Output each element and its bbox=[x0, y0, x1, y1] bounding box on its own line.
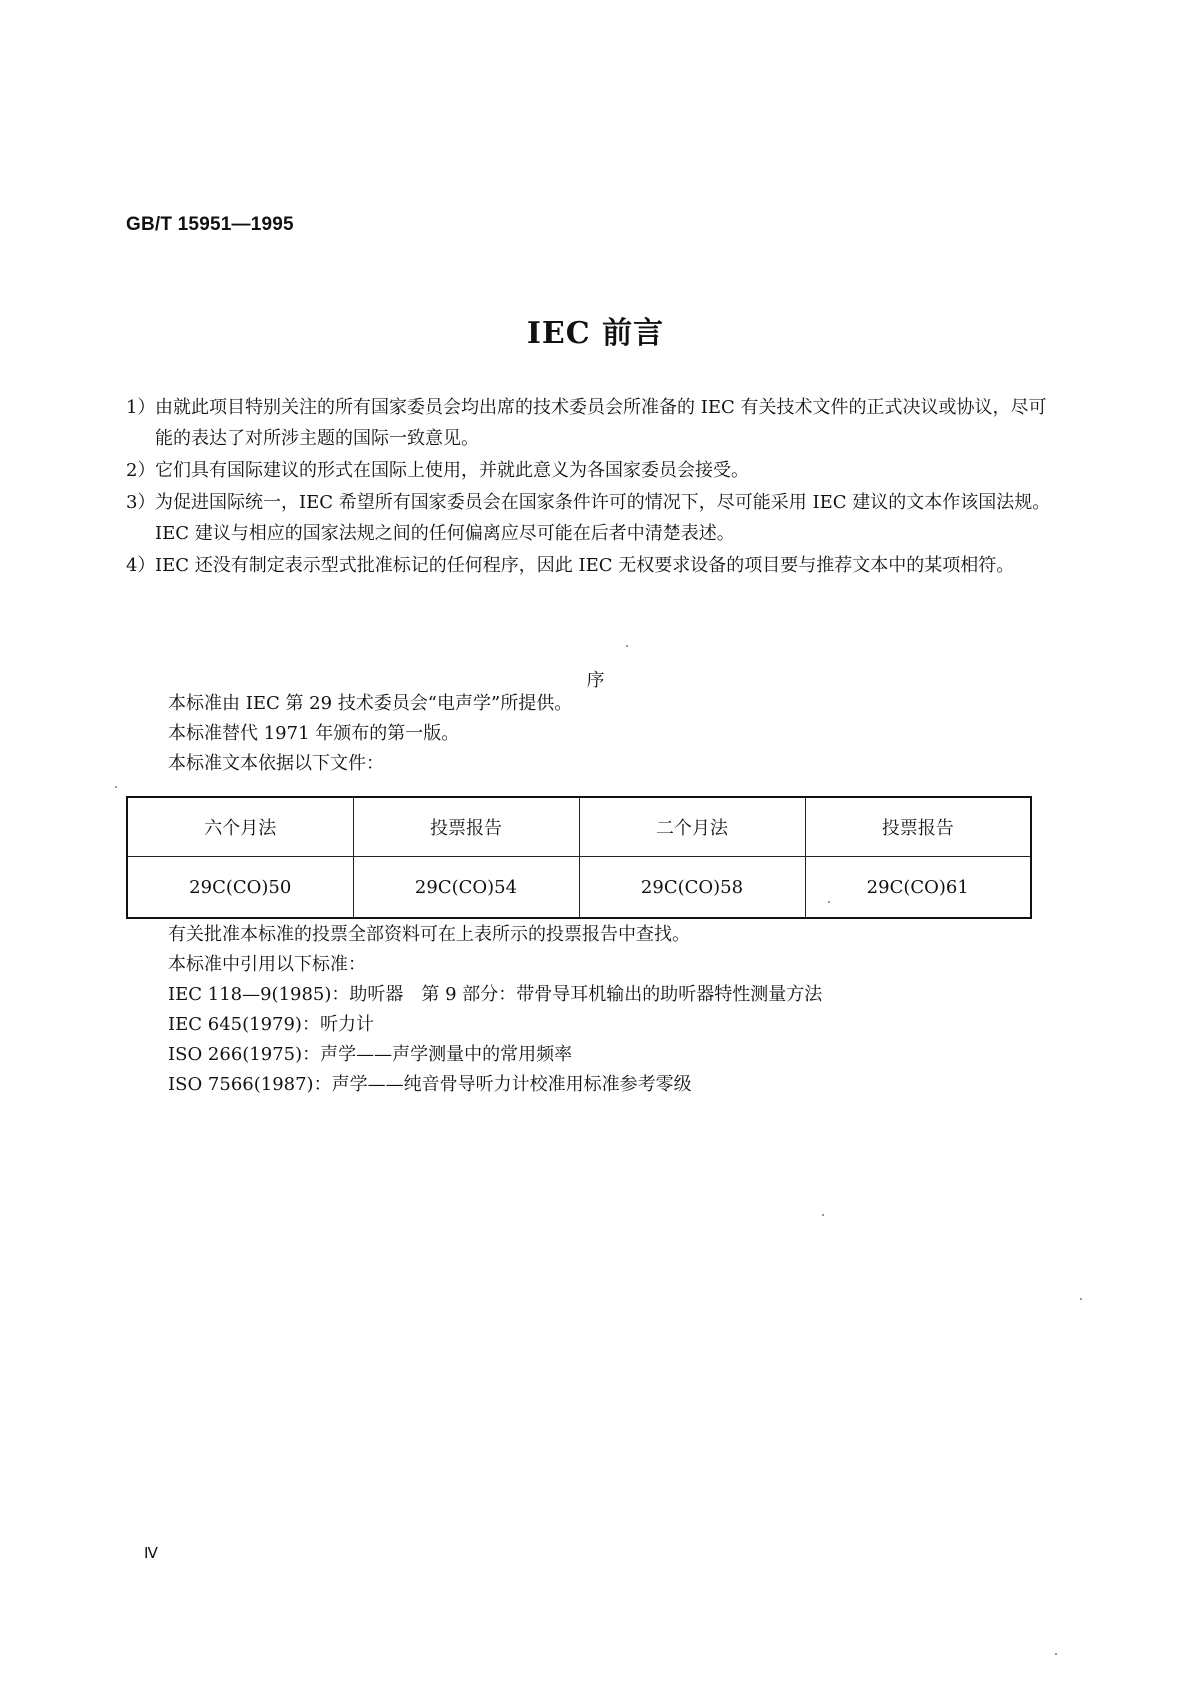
scan-speck bbox=[828, 901, 830, 903]
preface-line-3: 本标准文本依据以下文件： bbox=[168, 753, 384, 774]
after-table-line-1: 有关批准本标准的投票全部资料可在上表所示的投票报告中查找。 bbox=[168, 924, 690, 945]
reference-item: IEC 118—9(1985)：助听器 第 9 部分：带骨导耳机输出的助听器特性测量方法 bbox=[168, 984, 823, 1005]
foreword-item-number: 3） bbox=[126, 492, 156, 513]
table-cell: 29C(CO)50 bbox=[127, 857, 353, 919]
preface-line-1: 本标准由 IEC 第 29 技术委员会“电声学”所提供。 bbox=[168, 693, 573, 714]
reference-item: IEC 645(1979)：听力计 bbox=[168, 1014, 374, 1035]
foreword-item-number: 1） bbox=[126, 397, 156, 418]
foreword-item-4 bbox=[126, 550, 1056, 581]
table-header-cell: 六个月法 bbox=[127, 797, 353, 857]
page-number: Ⅳ bbox=[144, 1544, 158, 1562]
iec-foreword-title: IEC 前言 bbox=[526, 316, 665, 351]
scan-speck bbox=[1055, 1653, 1057, 1655]
iec-foreword-list bbox=[126, 392, 1056, 582]
reference-item: ISO 266(1975)：声学——声学测量中的常用频率 bbox=[168, 1044, 573, 1065]
preface-heading: 序 bbox=[586, 670, 605, 691]
table-header-cell: 投票报告 bbox=[805, 797, 1031, 857]
table-header-cell: 二个月法 bbox=[579, 797, 805, 857]
foreword-item-2 bbox=[126, 455, 1056, 486]
reference-item: ISO 7566(1987)：声学——纯音骨导听力计校准用标准参考零级 bbox=[168, 1074, 692, 1095]
foreword-item-text: 由就此项目特别关注的所有国家委员会均出席的技术委员会所准备的 IEC 有关技术文件的正式决议或协议，尽可能的表达了对所涉主题的国际一致意见。 bbox=[155, 397, 1047, 449]
table-cell: 29C(CO)58 bbox=[579, 857, 805, 919]
table-cell: 29C(CO)54 bbox=[353, 857, 579, 919]
foreword-item-text: 为促进国际统一，IEC 希望所有国家委员会在国家条件许可的情况下，尽可能采用 IEC 建议的文本作该国法规。IEC 建议与相应的国家法规之间的任何偏离应尽可能在后者中清楚表述。 bbox=[155, 492, 1051, 544]
preface-line-2: 本标准替代 1971 年颁布的第一版。 bbox=[168, 723, 460, 744]
after-table-line-2: 本标准中引用以下标准： bbox=[168, 954, 366, 975]
table-header-cell: 投票报告 bbox=[353, 797, 579, 857]
table-header-row bbox=[127, 797, 1031, 857]
table-cell: 29C(CO)61 bbox=[805, 857, 1031, 919]
foreword-item-number: 2） bbox=[126, 460, 156, 481]
scan-speck bbox=[626, 645, 628, 647]
table-row bbox=[127, 857, 1031, 919]
documents-table bbox=[126, 796, 1032, 919]
scan-speck bbox=[115, 786, 117, 788]
foreword-item-1 bbox=[126, 392, 1056, 454]
scan-speck bbox=[1080, 1298, 1082, 1300]
foreword-item-3 bbox=[126, 487, 1056, 549]
scan-speck bbox=[822, 1214, 824, 1216]
foreword-item-number: 4） bbox=[126, 555, 156, 576]
foreword-item-text: 它们具有国际建议的形式在国际上使用，并就此意义为各国家委员会接受。 bbox=[155, 460, 749, 481]
foreword-item-text: IEC 还没有制定表示型式批准标记的任何程序，因此 IEC 无权要求设备的项目要与推荐文本中的某项相符。 bbox=[155, 555, 1015, 576]
standard-code: GB/T 15951—1995 bbox=[126, 214, 294, 235]
